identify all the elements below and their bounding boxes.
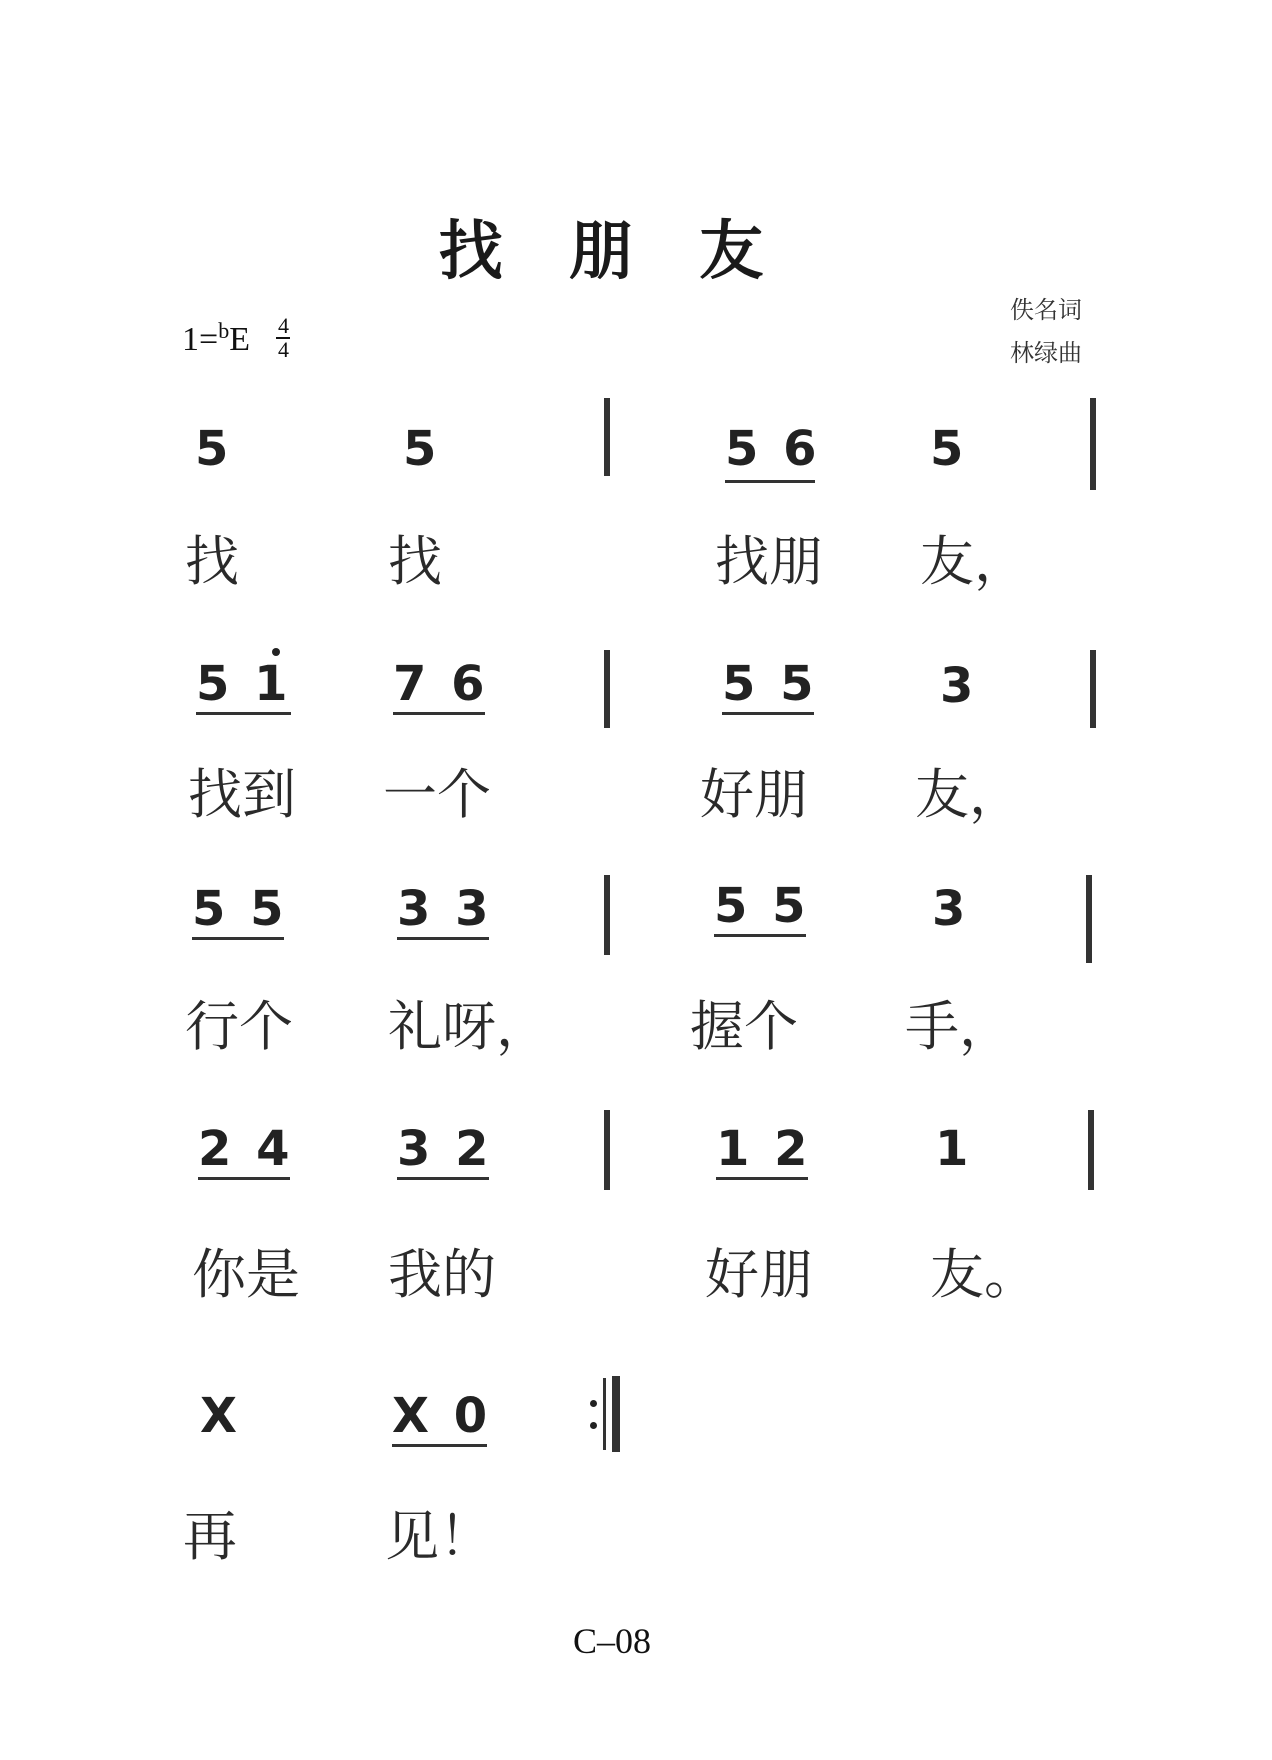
- note-group: 5 5: [714, 878, 806, 934]
- lyric: 见！: [385, 1505, 493, 1568]
- note-group: 2 4: [198, 1121, 290, 1177]
- underline-beam: [714, 934, 806, 937]
- lyric: 再: [183, 1505, 237, 1568]
- underline-beam: [196, 712, 291, 715]
- bar-line: [1086, 875, 1092, 963]
- lyric: 好朋: [700, 763, 808, 826]
- note-group: X 0: [392, 1388, 488, 1444]
- time-bottom: 4: [277, 337, 289, 363]
- note-group: 5 5: [192, 881, 284, 937]
- underline-beam: [392, 1444, 487, 1447]
- note-group: 5: [195, 421, 229, 477]
- note-group: 3: [932, 881, 966, 937]
- lyricist-credit: 佚名词: [1010, 296, 1082, 324]
- repeat-thick-bar: [612, 1376, 620, 1452]
- bar-line: [604, 650, 610, 728]
- note-group: 5: [403, 421, 437, 477]
- time-top: 4: [277, 313, 289, 339]
- lyric: 手，: [905, 995, 1013, 1058]
- time-signature: [276, 313, 290, 363]
- page-code: C–08: [572, 1621, 651, 1661]
- underline-beam: [397, 937, 489, 940]
- underline-beam: [198, 1177, 290, 1180]
- bar-line: [604, 398, 610, 476]
- note-group: X: [200, 1388, 238, 1444]
- lyric: 我的: [388, 1243, 496, 1306]
- key-signature: [182, 313, 290, 364]
- note-group: 1: [935, 1121, 969, 1177]
- underline-beam: [722, 712, 814, 715]
- lyric: 友。: [930, 1243, 1038, 1306]
- lyric: 礼呀，: [388, 995, 550, 1058]
- underline-beam: [192, 937, 284, 940]
- underline-beam: [716, 1177, 808, 1180]
- lyric: 行个: [185, 995, 293, 1058]
- repeat-thin-bar: [603, 1378, 606, 1450]
- lyric: 一个: [383, 763, 491, 826]
- note-group: 7 6: [393, 656, 485, 712]
- key-prefix: 1=: [182, 321, 219, 358]
- underline-beam: [393, 712, 485, 715]
- note-group: 5 1: [196, 656, 288, 712]
- bar-line: [604, 875, 610, 955]
- note-group: 5 6: [725, 421, 817, 477]
- note-group: 5 5: [722, 656, 814, 712]
- underline-beam: [397, 1177, 489, 1180]
- underline-beam: [725, 480, 815, 483]
- bar-line: [604, 1110, 610, 1190]
- lyric: 握个: [690, 995, 798, 1058]
- key-note: E: [229, 321, 250, 358]
- repeat-dot: [590, 1422, 597, 1429]
- composer-credit: 林绿曲: [1010, 339, 1082, 367]
- note-group: 1 2: [716, 1121, 808, 1177]
- note-group: 3 2: [397, 1121, 489, 1177]
- note-group: 5: [930, 421, 964, 477]
- lyric: 你是: [192, 1243, 300, 1306]
- bar-line: [1090, 650, 1096, 728]
- note-group: 3 3: [397, 881, 489, 937]
- lyric: 找到: [188, 763, 296, 826]
- lyric: 友，: [920, 530, 1028, 593]
- song-title: 找 朋 友: [438, 214, 786, 289]
- note-group: 3: [940, 658, 974, 714]
- bar-line: [1088, 1110, 1094, 1190]
- high-octave-dot: [272, 648, 280, 656]
- bar-line: [1090, 398, 1096, 490]
- key-flat: b: [218, 318, 230, 343]
- repeat-dot: [590, 1400, 597, 1407]
- lyric: 找朋: [715, 530, 823, 593]
- lyric: 友，: [915, 763, 1023, 826]
- lyric: 找: [388, 530, 442, 593]
- lyric: 找: [185, 530, 239, 593]
- lyric: 好朋: [705, 1243, 813, 1306]
